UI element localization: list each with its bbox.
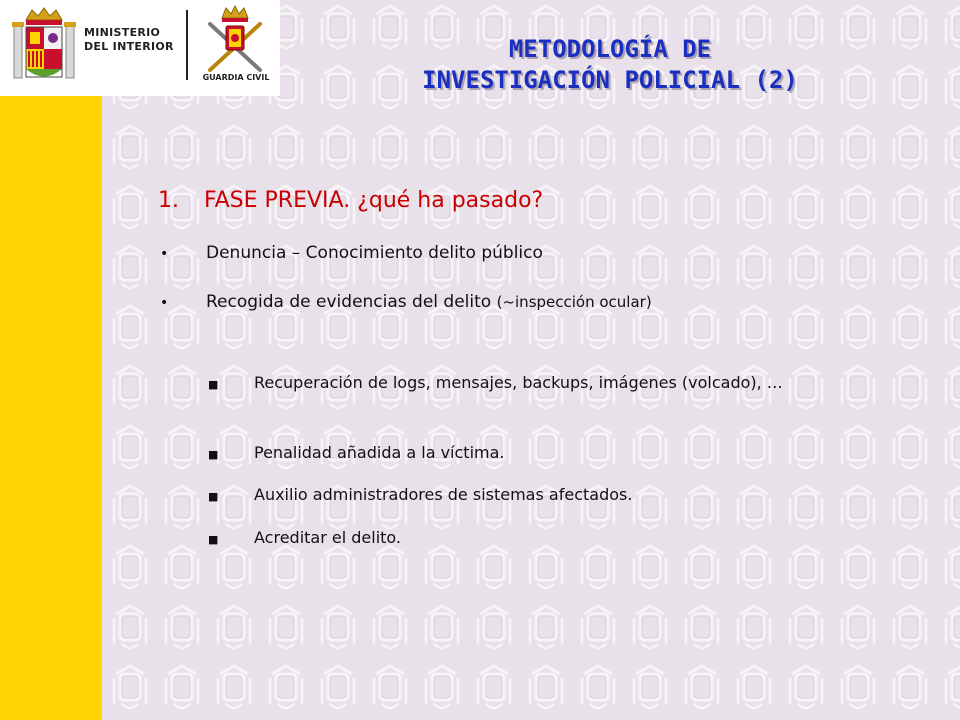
list-item-main: Recogida de evidencias del delito bbox=[206, 292, 497, 312]
list-item-note: (~inspección ocular) bbox=[496, 293, 652, 311]
left-yellow-band bbox=[0, 0, 102, 720]
ministry-line-2: DEL INTERIOR bbox=[84, 40, 174, 53]
guardia-civil-label: GUARDIA CIVIL bbox=[202, 73, 270, 82]
sub-list-item-text: Acreditar el delito. bbox=[254, 528, 402, 547]
slide-title-line-1: METODOLOGÍA DE bbox=[508, 35, 712, 63]
header-logos bbox=[0, 0, 280, 96]
ministry-name bbox=[84, 26, 174, 54]
phase-number: 1. bbox=[158, 188, 179, 213]
phase-heading bbox=[158, 188, 543, 213]
logo-divider bbox=[186, 10, 188, 80]
square-bullet-icon: ■ bbox=[208, 448, 219, 461]
sub-list-item-text: Auxilio administradores de sistemas afectados. bbox=[254, 485, 633, 504]
phase-text: FASE PREVIA. ¿qué ha pasado? bbox=[204, 188, 544, 213]
list-item-text bbox=[206, 290, 786, 314]
list-item-text: Denuncia – Conocimiento delito público bbox=[206, 243, 543, 263]
ministry-line-1: MINISTERIO bbox=[84, 26, 161, 39]
sub-list-item-text: Penalidad añadida a la víctima. bbox=[254, 443, 505, 462]
square-bullet-icon: ■ bbox=[208, 490, 219, 503]
sub-list-item-text: Recuperación de logs, mensajes, backups, imágenes (volcado), … bbox=[254, 373, 783, 392]
square-bullet-icon: ■ bbox=[208, 533, 219, 546]
slide-title bbox=[300, 34, 920, 96]
bullet-dot-icon: • bbox=[160, 295, 169, 311]
square-bullet-icon: ■ bbox=[208, 378, 219, 391]
slide-title-line-2: INVESTIGACIÓN POLICIAL (2) bbox=[422, 66, 798, 94]
bullet-dot-icon: • bbox=[160, 246, 169, 262]
